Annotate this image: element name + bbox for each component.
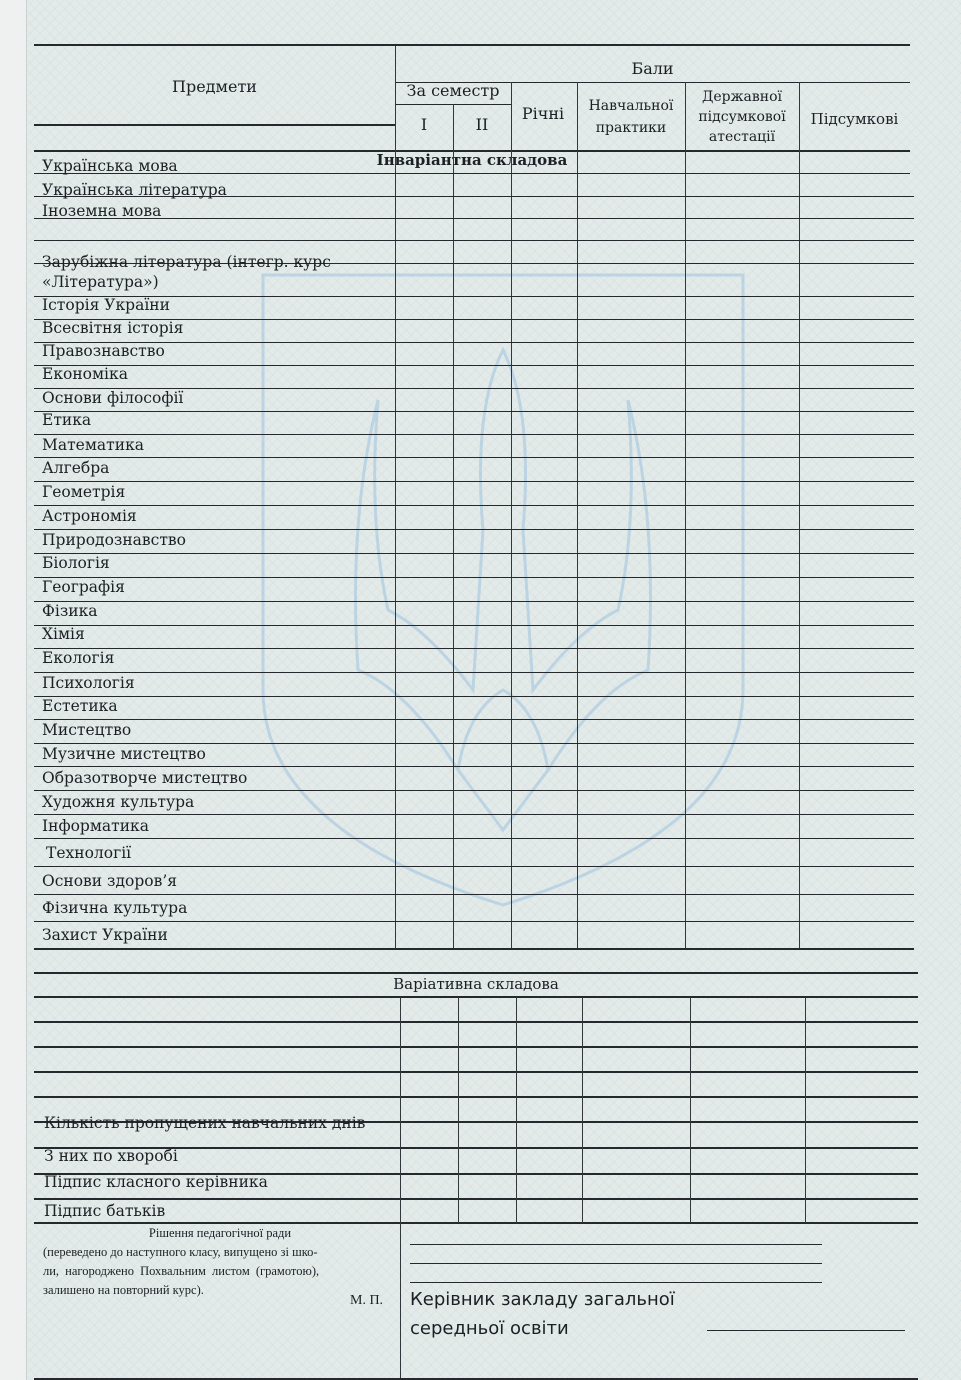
parents-signature-label: Підпис батьків — [44, 1202, 166, 1220]
subject-world-history: Всесвітня історія — [42, 319, 184, 337]
subject-fine-art: Образотворче мистецтво — [42, 769, 248, 787]
subject-philosophy: Основи філософії — [42, 389, 184, 407]
subject-ukrainian-literature: Українська література — [42, 181, 227, 199]
subject-informatics: Інформатика — [42, 817, 149, 835]
subject-history-ukraine: Історія України — [42, 296, 170, 314]
missed-illness-label: З них по хворобі — [44, 1147, 178, 1165]
subject-algebra: Алгебра — [42, 459, 110, 477]
variative-section-title: Варіативна складова — [393, 975, 559, 993]
annual-header: Річні — [521, 104, 565, 123]
director-signature-line — [707, 1330, 905, 1331]
missed-days-label: Кількість пропущених навчальних днів — [44, 1114, 366, 1132]
semester-1-header: I — [420, 115, 428, 134]
final-header: Підсумкові — [810, 110, 899, 128]
subject-mathematics: Математика — [42, 436, 144, 454]
subject-biology: Біологія — [42, 554, 110, 572]
subject-astronomy: Астрономія — [42, 507, 137, 525]
subject-art: Мистецтво — [42, 721, 132, 739]
semester-header: За семестр — [406, 81, 500, 100]
subject-music: Музичне мистецтво — [42, 745, 206, 763]
scores-header: Бали — [631, 59, 674, 78]
stamp-place-label: М. П. — [350, 1293, 384, 1308]
subject-technologies: Технології — [46, 844, 132, 862]
practice-header-line1: Навчальної — [588, 98, 674, 114]
subject-economics: Економіка — [42, 365, 128, 383]
subjects-header: Предмети — [172, 77, 257, 96]
subject-natural-science: Природознавство — [42, 531, 186, 549]
subject-ethics: Етика — [42, 411, 92, 429]
practice-header-line2: практики — [595, 120, 667, 136]
subject-ukrainian-language: Українська мова — [42, 157, 178, 175]
subject-geometry: Геометрія — [42, 483, 126, 501]
subject-law: Правознавство — [42, 342, 165, 360]
subject-foreign-language: Іноземна мова — [42, 202, 162, 220]
subject-geography: Географія — [42, 578, 125, 596]
decision-line-3: залишено на повторний курс). — [43, 1283, 204, 1297]
semester-2-header: II — [475, 115, 489, 134]
decision-title: Рішення педагогічної ради — [148, 1226, 292, 1240]
director-label-line1: Керівник закладу загальної — [410, 1289, 675, 1310]
subject-psychology: Психологія — [42, 674, 135, 692]
class-teacher-signature-label: Підпис класного керівника — [44, 1173, 268, 1191]
subject-physics: Фізика — [42, 602, 98, 620]
decision-line-1: (переведено до наступного класу, випущено зі шко- — [43, 1245, 318, 1259]
subject-health: Основи здоров’я — [42, 872, 178, 890]
attestation-header-line3: атестації — [708, 129, 776, 145]
subject-chemistry: Хімія — [42, 625, 85, 643]
page-edge — [0, 0, 27, 1380]
subject-ecology: Екологія — [42, 649, 115, 667]
decision-line-2: ли, нагороджено Похвальним листом (грамотою), — [43, 1264, 320, 1278]
attestation-header-line1: Державної — [702, 89, 782, 105]
subject-foreign-literature-line1: Зарубіжна література (інтегр. курс — [42, 253, 331, 271]
subject-defense: Захист України — [42, 926, 168, 944]
director-label-line2: середньої освіти — [410, 1318, 569, 1339]
subject-foreign-literature-line2: «Література») — [42, 273, 159, 291]
attestation-header-line2: підсумкової — [698, 109, 786, 125]
invariant-section-title: Інваріантна складова — [376, 151, 568, 169]
subject-aesthetics: Естетика — [42, 697, 118, 715]
subject-physical-education: Фізична культура — [42, 899, 188, 917]
subject-art-culture: Художня культура — [42, 793, 195, 811]
